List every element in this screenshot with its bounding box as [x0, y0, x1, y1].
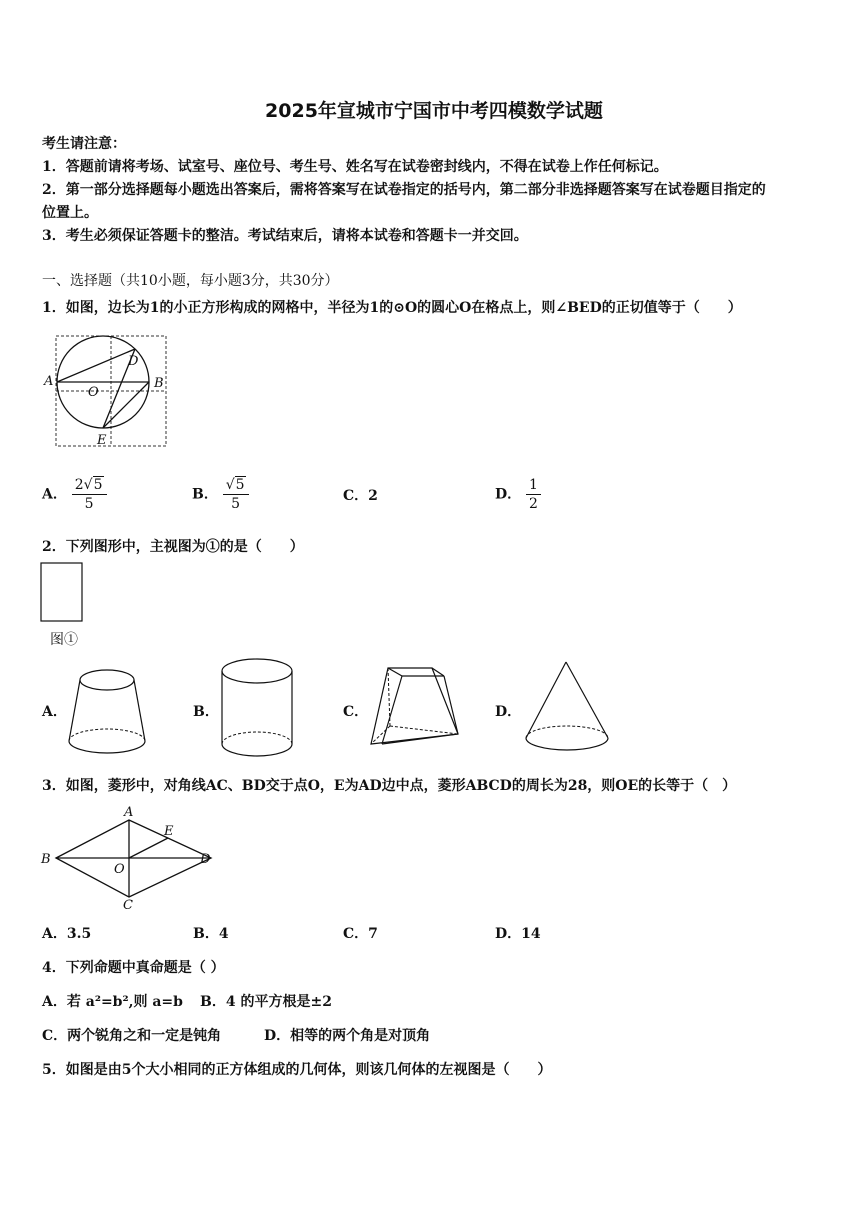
- q4-option-d-text: 相等的两个角是对顶角: [290, 1028, 431, 1044]
- q3-label-e: E: [164, 824, 174, 839]
- q3-option-a-label: A．: [42, 926, 67, 942]
- q1-label-d: D: [128, 354, 139, 369]
- q3-option-d-value: 14: [521, 926, 541, 942]
- q1-option-a-fraction: $\frac{2√5}{5}$: [72, 476, 107, 513]
- q2-option-a-frustum: [66, 663, 150, 758]
- notice-line-3: 3．考生必须保证答题卡的整洁。考试结束后，请将本试卷和答题卡一并交回。: [42, 228, 528, 244]
- q1-option-c-label: C．: [343, 488, 369, 504]
- q4-option-d: [264, 1025, 430, 1045]
- q1-option-a-label: A．: [42, 486, 67, 503]
- question-3-text: 3．如图，菱形中，对角线AC、BD交于点O，E为AD边中点，菱形ABCD的周长为28，则OE的长等于（ ）: [42, 778, 737, 794]
- notice-line-1: 1．答题前请将考场、试室号、座位号、考生号、姓名写在试卷密封线内，不得在试卷上作任何标记。: [42, 159, 668, 175]
- question-1-text: 1．如图，边长为1的小正方形构成的网格中，半径为1的⊙O的圆心O在格点上，则∠BED的正切值等于（ ）: [42, 300, 742, 316]
- q4-option-d-label: D．: [264, 1028, 291, 1044]
- q3-label-d: D: [200, 852, 211, 867]
- q1-option-d-label: D．: [495, 486, 522, 503]
- q4-option-a-label: A．: [42, 994, 67, 1010]
- q1-option-c: [343, 485, 378, 505]
- q3-option-c-label: C．: [343, 926, 369, 942]
- q1-a-num-rad: 5: [93, 477, 103, 493]
- q2-figure-1: [40, 562, 86, 624]
- q1-b-den: 5: [231, 496, 241, 512]
- question-3-rhombus-figure: [40, 804, 220, 914]
- question-2-text: 2．下列图形中，主视图为①的是（ ）: [42, 539, 304, 555]
- q1-option-d-fraction: [526, 476, 541, 513]
- q3-option-b: [193, 923, 229, 943]
- question-1-figure: [42, 330, 172, 450]
- q4-option-b: [200, 991, 332, 1011]
- q2-option-d-cone: [522, 659, 614, 759]
- q3-option-c-value: 7: [368, 926, 378, 942]
- q3-option-a: [42, 923, 91, 943]
- q1-option-b-label: B．: [192, 486, 218, 503]
- q3-label-a: A: [124, 805, 134, 820]
- q4-option-b-text: 4 的平方根是±2: [225, 994, 332, 1010]
- q3-label-b: B: [41, 852, 51, 867]
- q3-option-a-value: 3.5: [66, 926, 92, 942]
- page-title: 2025年宣城市宁国市中考四模数学试题: [265, 100, 603, 122]
- q3-option-b-value: 4: [218, 926, 229, 942]
- q1-b-num-rad: 5: [235, 477, 245, 493]
- q1-option-a: [42, 476, 107, 513]
- q2-figure-caption: 图①: [50, 632, 78, 648]
- q1-label-b: B: [154, 376, 164, 391]
- q3-label-c: C: [123, 898, 133, 913]
- q1-d-den: 2: [529, 496, 538, 512]
- q4-option-c: [42, 1025, 221, 1045]
- q2-option-b-cylinder: [218, 656, 298, 761]
- q4-option-c-label: C．: [42, 1028, 68, 1044]
- q1-a-num-coef: 2: [74, 477, 84, 493]
- q1-option-d: [495, 476, 541, 513]
- q1-option-c-value: 2: [368, 488, 378, 504]
- q1-option-b: [192, 476, 249, 513]
- q4-option-c-text: 两个锐角之和一定是钝角: [67, 1028, 222, 1044]
- q1-label-o: O: [88, 385, 99, 400]
- notice-line-2-cont: 位置上。: [42, 205, 98, 221]
- q3-option-b-label: B．: [193, 926, 219, 942]
- q2-option-a-label: A．: [42, 704, 67, 720]
- question-5-text: 5．如图是由5个大小相同的正方体组成的几何体，则该几何体的左视图是（ ）: [42, 1062, 552, 1078]
- q1-label-a: A: [44, 374, 54, 389]
- q2-option-c-prism-frustum: [368, 662, 463, 750]
- q4-option-a-text: 若 a²=b²,则 a=b: [66, 994, 183, 1010]
- q4-option-b-label: B．: [200, 994, 226, 1010]
- q3-option-c: [343, 923, 378, 943]
- q1-label-e: E: [97, 433, 107, 448]
- question-4-text: 4．下列命题中真命题是（ ）: [42, 960, 225, 976]
- q1-option-b-fraction: $\frac{√5}{5}$: [223, 476, 249, 513]
- q2-option-d-label: D．: [495, 704, 522, 720]
- q3-option-d-label: D．: [495, 926, 522, 942]
- q3-option-d: [495, 923, 541, 943]
- q1-a-den: 5: [84, 496, 94, 512]
- notice-line-2: 2．第一部分选择题每小题选出答案后，需将答案写在试卷指定的括号内，第二部分非选择题答案写在试卷题目指定的: [42, 182, 766, 198]
- q2-option-b-label: B．: [193, 704, 219, 720]
- q1-d-num: 1: [526, 476, 541, 495]
- q4-option-a: [42, 991, 183, 1011]
- notice-heading: 考生请注意：: [42, 136, 126, 152]
- q2-option-c-label: C．: [343, 704, 369, 720]
- q3-label-o: O: [114, 862, 125, 877]
- section-heading: 一、选择题（共10小题，每小题3分，共30分）: [42, 273, 339, 289]
